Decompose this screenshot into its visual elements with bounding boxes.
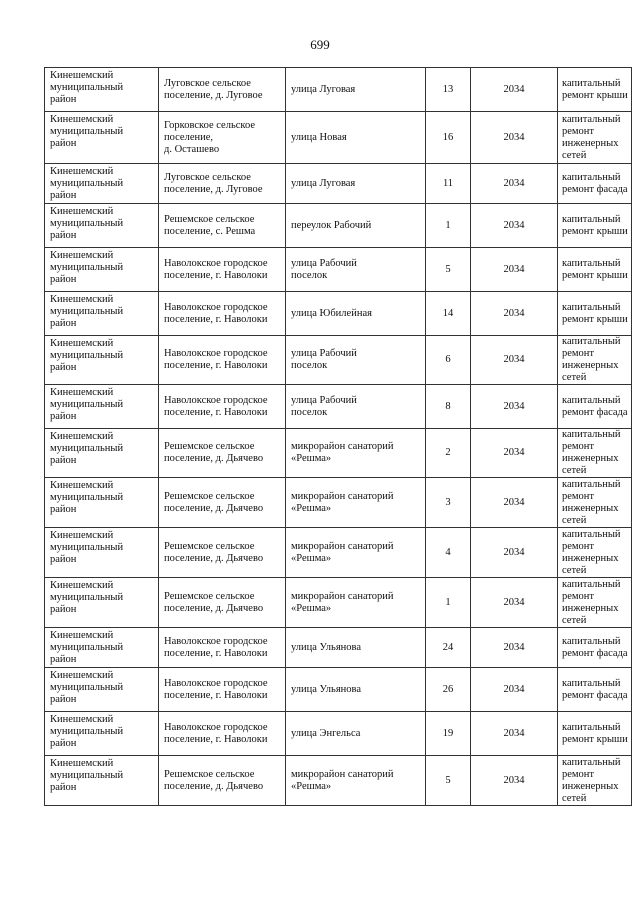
work-type-cell [558, 628, 632, 668]
settlement-cell [159, 204, 286, 248]
work-type-cell-text: капитальный ремонт инженерных сетей [562, 578, 621, 626]
work-type-cell [558, 712, 632, 756]
work-type-cell-text: капитальный ремонт инженерных сетей [562, 528, 621, 576]
district-cell [45, 164, 159, 204]
district-cell [45, 528, 159, 578]
street-cell [286, 292, 426, 336]
year-cell [471, 756, 558, 806]
settlement-cell-text: Решемское сельское поселение, д. Дьячево [164, 490, 264, 514]
settlement-cell [159, 68, 286, 112]
district-cell-text: Кинешемский муниципальный район [50, 758, 124, 793]
year-cell [471, 68, 558, 112]
work-type-cell-text: капитальный ремонт фасада [562, 394, 628, 418]
repair-schedule-table [44, 67, 632, 806]
year-cell [471, 528, 558, 578]
year-cell-text: 2034 [503, 596, 525, 608]
year-cell [471, 292, 558, 336]
street-cell-text: улица Энгельса [291, 727, 361, 739]
work-type-cell-text: капитальный ремонт инженерных сетей [562, 478, 621, 526]
table-row [45, 478, 632, 528]
district-cell [45, 478, 159, 528]
settlement-cell [159, 528, 286, 578]
work-type-cell [558, 204, 632, 248]
work-type-cell [558, 68, 632, 112]
district-cell-text: Кинешемский муниципальный район [50, 714, 124, 749]
settlement-cell [159, 112, 286, 164]
settlement-cell [159, 578, 286, 628]
table-row [45, 429, 632, 478]
street-cell-text: микрорайон санаторий «Решма» [291, 768, 394, 792]
house-number-cell-text: 16 [442, 131, 454, 143]
settlement-cell-text: Наволокское городское поселение, г. Наволоки [164, 348, 268, 371]
table-row [45, 248, 632, 292]
street-cell [286, 478, 426, 528]
house-number-cell [426, 756, 471, 806]
house-number-cell-text: 1 [445, 219, 451, 231]
street-cell-text: улица Новая [291, 131, 347, 143]
street-cell [286, 756, 426, 806]
work-type-cell-text: капитальный ремонт фасада [562, 635, 628, 659]
street-cell-text: улица Луговая [291, 177, 356, 189]
year-cell [471, 429, 558, 478]
year-cell [471, 204, 558, 248]
settlement-cell-text: Решемское сельское поселение, д. Дьячево [164, 441, 264, 464]
table-row [45, 292, 632, 336]
work-type-cell [558, 478, 632, 528]
table-row [45, 385, 632, 429]
table-row [45, 336, 632, 385]
year-cell-text: 2034 [503, 307, 525, 319]
year-cell [471, 385, 558, 429]
settlement-cell-text: Луговское сельское поселение, д. Луговое [164, 77, 263, 101]
district-cell-text: Кинешемский муниципальный район [50, 166, 124, 201]
year-cell [471, 248, 558, 292]
district-cell [45, 712, 159, 756]
year-cell [471, 712, 558, 756]
table-row [45, 668, 632, 712]
year-cell [471, 336, 558, 385]
street-cell-text: улица Рабочий поселок [291, 257, 357, 281]
year-cell-text: 2034 [503, 177, 525, 189]
work-type-cell-text: капитальный ремонт крыши [562, 77, 628, 101]
year-cell [471, 112, 558, 164]
house-number-cell-text: 2 [445, 447, 451, 458]
district-cell-text: Кинешемский муниципальный район [50, 70, 124, 105]
settlement-cell [159, 628, 286, 668]
work-type-cell-text: капитальный ремонт инженерных сетей [562, 336, 621, 383]
work-type-cell [558, 292, 632, 336]
house-number-cell [426, 292, 471, 336]
work-type-cell-text: капитальный ремонт крыши [562, 301, 628, 325]
settlement-cell-text: Наволокское городское поселение, г. Наволоки [164, 257, 268, 281]
house-number-cell-text: 5 [445, 774, 451, 786]
work-type-cell [558, 336, 632, 385]
street-cell [286, 668, 426, 712]
year-cell-text: 2034 [503, 546, 525, 558]
table-row [45, 112, 632, 164]
house-number-cell [426, 68, 471, 112]
settlement-cell-text: Наволокское городское поселение, г. Наволоки [164, 394, 268, 418]
settlement-cell-text: Горковское сельское поселение, д. Осташево [164, 119, 255, 155]
district-cell-text: Кинешемский муниципальный район [50, 387, 124, 422]
house-number-cell-text: 6 [445, 354, 451, 365]
settlement-cell [159, 336, 286, 385]
work-type-cell [558, 528, 632, 578]
table-row [45, 68, 632, 112]
settlement-cell [159, 429, 286, 478]
district-cell [45, 756, 159, 806]
table-row [45, 628, 632, 668]
settlement-cell-text: Решемское сельское поселение, д. Дьячево [164, 768, 264, 792]
street-cell-text: улица Луговая [291, 83, 356, 95]
street-cell [286, 204, 426, 248]
year-cell-text: 2034 [503, 400, 525, 412]
street-cell [286, 385, 426, 429]
street-cell [286, 712, 426, 756]
district-cell-text: Кинешемский муниципальный район [50, 530, 124, 565]
street-cell [286, 68, 426, 112]
house-number-cell [426, 385, 471, 429]
house-number-cell [426, 204, 471, 248]
work-type-cell [558, 756, 632, 806]
house-number-cell-text: 11 [442, 177, 454, 189]
house-number-cell [426, 628, 471, 668]
house-number-cell-text: 14 [442, 307, 454, 319]
house-number-cell [426, 336, 471, 385]
street-cell-text: улица Ульянова [291, 641, 362, 653]
house-number-cell-text: 4 [445, 546, 451, 558]
year-cell [471, 578, 558, 628]
settlement-cell [159, 478, 286, 528]
settlement-cell-text: Наволокское городское поселение, г. Наволоки [164, 635, 268, 659]
district-cell [45, 429, 159, 478]
work-type-cell-text: капитальный ремонт инженерных сетей [562, 756, 621, 804]
settlement-cell-text: Наволокское городское поселение, г. Наволоки [164, 301, 268, 325]
table-row [45, 756, 632, 806]
work-type-cell [558, 248, 632, 292]
table-row [45, 204, 632, 248]
work-type-cell-text: капитальный ремонт инженерных сетей [562, 113, 621, 161]
house-number-cell [426, 164, 471, 204]
year-cell [471, 164, 558, 204]
district-cell [45, 292, 159, 336]
settlement-cell-text: Решемское сельское поселение, д. Дьячево [164, 590, 264, 614]
house-number-cell-text: 26 [442, 683, 454, 695]
district-cell [45, 112, 159, 164]
district-cell-text: Кинешемский муниципальный район [50, 670, 124, 705]
work-type-cell [558, 668, 632, 712]
year-cell-text: 2034 [503, 641, 525, 653]
work-type-cell-text: капитальный ремонт инженерных сетей [562, 429, 621, 476]
street-cell-text: улица Юбилейная [291, 307, 372, 319]
work-type-cell-text: капитальный ремонт крыши [562, 257, 628, 281]
work-type-cell [558, 578, 632, 628]
year-cell-text: 2034 [503, 683, 525, 695]
year-cell-text: 2034 [503, 496, 525, 508]
district-cell-text: Кинешемский муниципальный район [50, 250, 124, 285]
street-cell-text: улица Ульянова [291, 683, 362, 695]
table-row [45, 712, 632, 756]
house-number-cell-text: 13 [442, 83, 454, 95]
street-cell-text: микрорайон санаторий «Решма» [291, 441, 394, 464]
settlement-cell-text: Решемское сельское поселение, с. Решма [164, 213, 256, 237]
street-cell [286, 578, 426, 628]
district-cell-text: Кинешемский муниципальный район [50, 580, 124, 615]
work-type-cell-text: капитальный ремонт фасада [562, 677, 628, 701]
settlement-cell-text: Наволокское городское поселение, г. Наволоки [164, 677, 268, 701]
district-cell-text: Кинешемский муниципальный район [50, 338, 124, 373]
street-cell-text: микрорайон санаторий «Решма» [291, 590, 394, 614]
street-cell-text: переулок Рабочий [291, 219, 372, 231]
street-cell-text: микрорайон санаторий «Решма» [291, 490, 394, 514]
district-cell-text: Кинешемский муниципальный район [50, 114, 124, 149]
street-cell [286, 112, 426, 164]
settlement-cell [159, 385, 286, 429]
street-cell [286, 628, 426, 668]
table-row [45, 528, 632, 578]
house-number-cell-text: 24 [442, 641, 454, 653]
district-cell [45, 248, 159, 292]
settlement-cell-text: Решемское сельское поселение, д. Дьячево [164, 540, 264, 564]
year-cell-text: 2034 [503, 131, 525, 143]
work-type-cell [558, 385, 632, 429]
district-cell [45, 385, 159, 429]
district-cell [45, 68, 159, 112]
settlement-cell [159, 248, 286, 292]
district-cell [45, 628, 159, 668]
street-cell [286, 429, 426, 478]
work-type-cell-text: капитальный ремонт крыши [562, 721, 628, 745]
house-number-cell [426, 112, 471, 164]
year-cell-text: 2034 [503, 727, 525, 739]
street-cell [286, 164, 426, 204]
district-cell-text: Кинешемский муниципальный район [50, 431, 124, 466]
table-row [45, 578, 632, 628]
settlement-cell [159, 756, 286, 806]
house-number-cell-text: 5 [445, 263, 451, 275]
settlement-cell [159, 712, 286, 756]
year-cell-text: 2034 [503, 447, 525, 458]
district-cell-text: Кинешемский муниципальный район [50, 480, 124, 515]
work-type-cell [558, 429, 632, 478]
district-cell-text: Кинешемский муниципальный район [50, 294, 124, 329]
year-cell-text: 2034 [503, 219, 525, 231]
house-number-cell [426, 528, 471, 578]
settlement-cell [159, 292, 286, 336]
house-number-cell [426, 429, 471, 478]
year-cell-text: 2034 [503, 263, 525, 275]
settlement-cell [159, 668, 286, 712]
house-number-cell [426, 478, 471, 528]
settlement-cell-text: Наволокское городское поселение, г. Наволоки [164, 721, 268, 745]
district-cell-text: Кинешемский муниципальный район [50, 630, 124, 665]
work-type-cell [558, 164, 632, 204]
house-number-cell [426, 712, 471, 756]
year-cell-text: 2034 [503, 354, 525, 365]
district-cell [45, 578, 159, 628]
table-row [45, 164, 632, 204]
year-cell [471, 668, 558, 712]
house-number-cell-text: 19 [442, 727, 454, 739]
year-cell-text: 2034 [503, 774, 525, 786]
year-cell [471, 478, 558, 528]
street-cell [286, 528, 426, 578]
work-type-cell-text: капитальный ремонт крыши [562, 213, 628, 237]
year-cell [471, 628, 558, 668]
street-cell-text: улица Рабочий поселок [291, 394, 357, 418]
page-number: 699 [310, 37, 330, 52]
work-type-cell [558, 112, 632, 164]
district-cell [45, 336, 159, 385]
house-number-cell-text: 3 [445, 496, 451, 508]
house-number-cell-text: 1 [445, 596, 451, 608]
street-cell-text: микрорайон санаторий «Решма» [291, 540, 394, 564]
house-number-cell [426, 248, 471, 292]
district-cell [45, 668, 159, 712]
district-cell [45, 204, 159, 248]
settlement-cell-text: Луговское сельское поселение, д. Луговое [164, 171, 263, 195]
house-number-cell-text: 8 [445, 400, 451, 412]
district-cell-text: Кинешемский муниципальный район [50, 206, 124, 241]
house-number-cell [426, 668, 471, 712]
settlement-cell [159, 164, 286, 204]
street-cell [286, 248, 426, 292]
work-type-cell-text: капитальный ремонт фасада [562, 171, 628, 195]
street-cell [286, 336, 426, 385]
house-number-cell [426, 578, 471, 628]
year-cell-text: 2034 [503, 83, 525, 95]
street-cell-text: улица Рабочий поселок [291, 348, 357, 371]
